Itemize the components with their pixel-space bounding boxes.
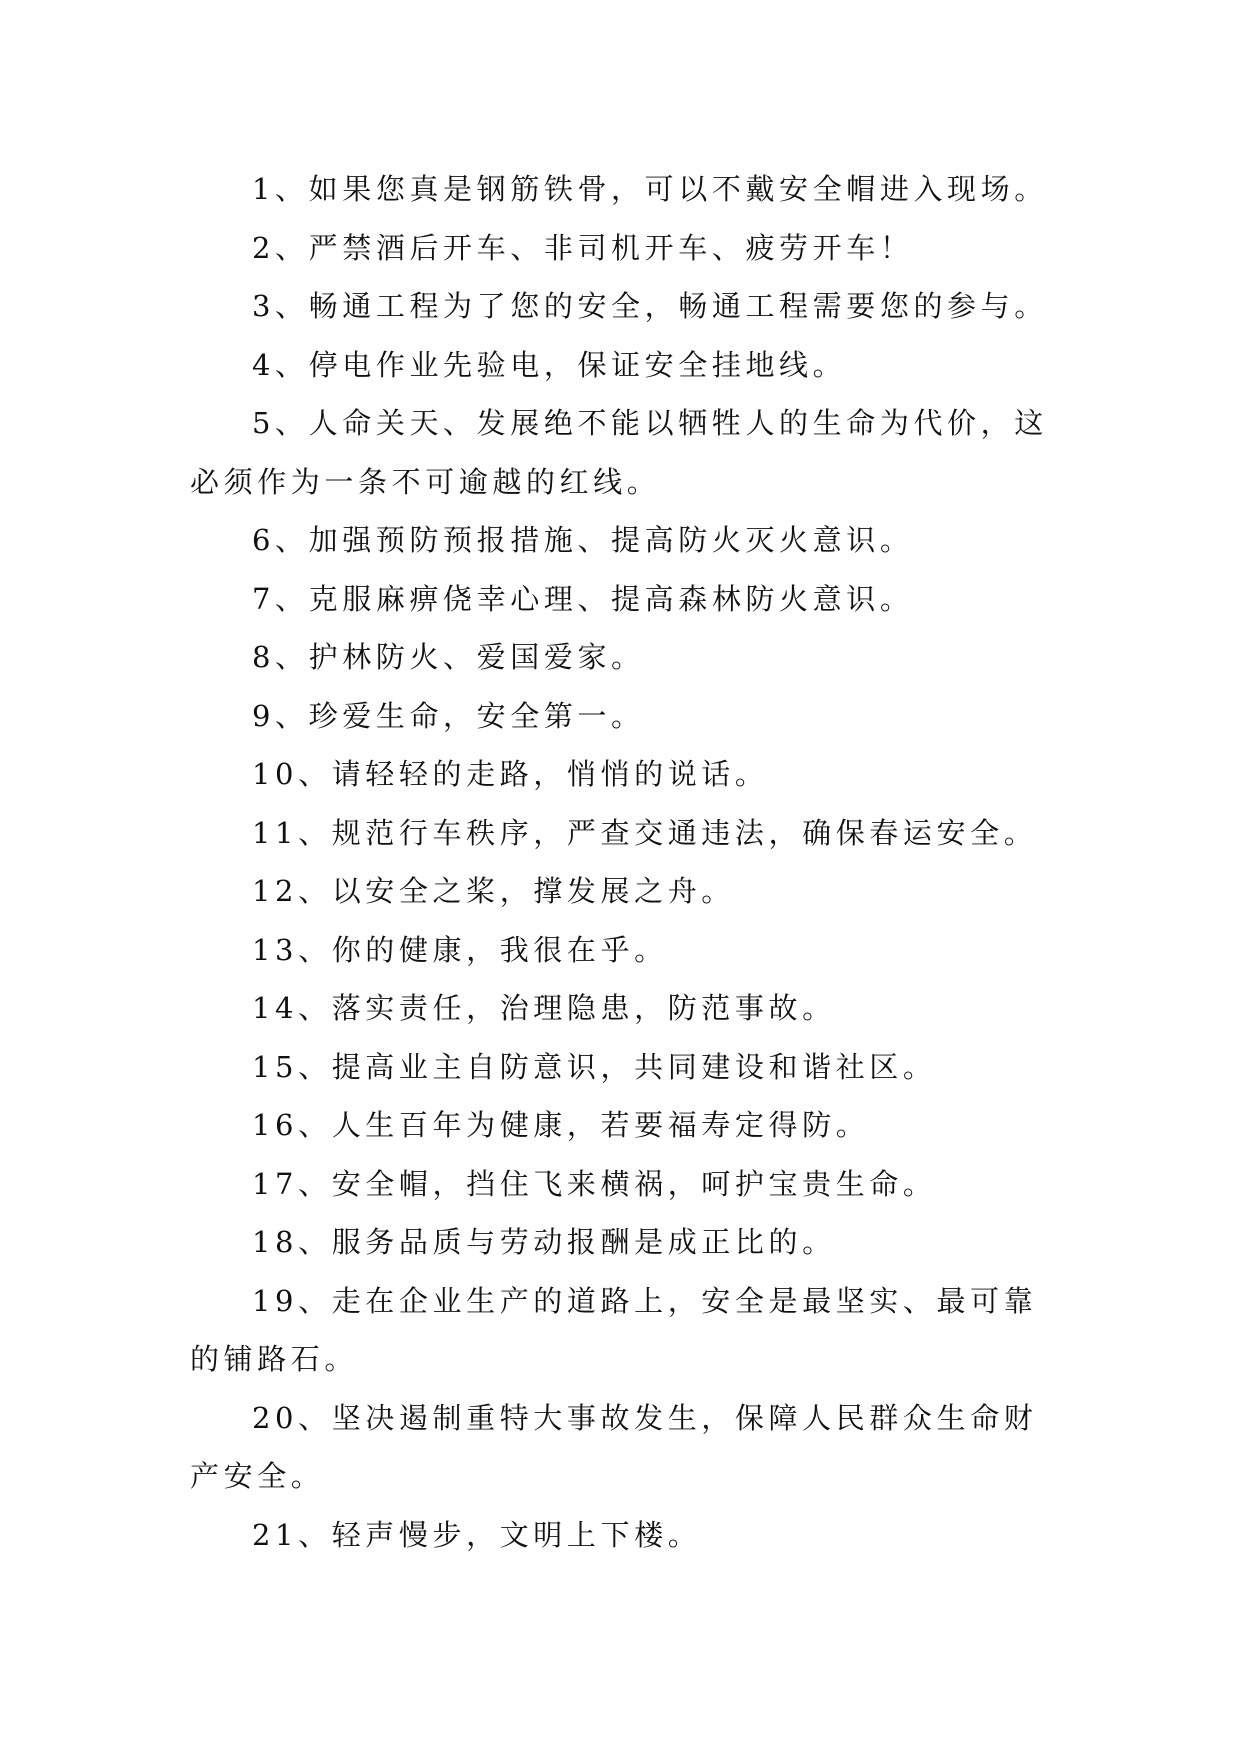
slogan-item-14: 14、落实责任，治理隐患，防范事故。 — [252, 991, 836, 1025]
slogan-item-10: 10、请轻轻的走路，悄悄的说话。 — [252, 757, 769, 791]
slogan-item-21: 21、轻声慢步，文明上下楼。 — [252, 1517, 702, 1552]
slogan-item-16: 16、人生百年为健康，若要福寿定得防。 — [252, 1108, 870, 1142]
slogan-item-17: 17、安全帽，挡住飞来横祸，呵护宝贵生命。 — [252, 1166, 937, 1201]
slogan-item-4: 4、停电作业先验电，保证安全挂地线。 — [252, 347, 847, 382]
slogan-item-19: 19、走在企业生产的道路上，安全是最坚实、最可靠的铺路石。 — [190, 1283, 1038, 1376]
slogan-item-3: 3、畅通工程为了您的安全，畅通工程需要您的参与。 — [252, 289, 1048, 323]
slogan-item-2: 2、严禁酒后开车、非司机开车、疲劳开车！ — [252, 230, 914, 265]
slogan-list — [190, 160, 1055, 1564]
slogan-item-9: 9、珍爱生命，安全第一。 — [252, 698, 645, 733]
slogan-item-11: 11、规范行车秩序，严查交通违法，确保春运安全。 — [252, 815, 1038, 850]
slogan-item-15: 15、提高业主自防意识，共同建设和谐社区。 — [252, 1049, 937, 1084]
slogan-item-6: 6、加强预防预报措施、提高防火灭火意识。 — [252, 523, 914, 557]
slogan-item-5: 5、人命关天、发展绝不能以牺牲人的生命为代价，这必须作为一条不可逾越的红线。 — [190, 406, 1048, 499]
slogan-item-8: 8、护林防火、爱国爱家。 — [252, 640, 645, 674]
slogan-item-18: 18、服务品质与劳动报酬是成正比的。 — [252, 1225, 836, 1259]
slogan-item-7: 7、克服麻痹侥幸心理、提高森林防火意识。 — [252, 581, 914, 616]
slogan-item-13: 13、你的健康，我很在乎。 — [252, 932, 668, 967]
slogan-item-20: 20、坚决遏制重特大事故发生，保障人民群众生命财产安全。 — [190, 1400, 1038, 1493]
slogan-item-1: 1、如果您真是钢筋铁骨，可以不戴安全帽进入现场。 — [252, 172, 1048, 206]
slogan-item-12: 12、以安全之桨，撑发展之舟。 — [252, 874, 735, 908]
